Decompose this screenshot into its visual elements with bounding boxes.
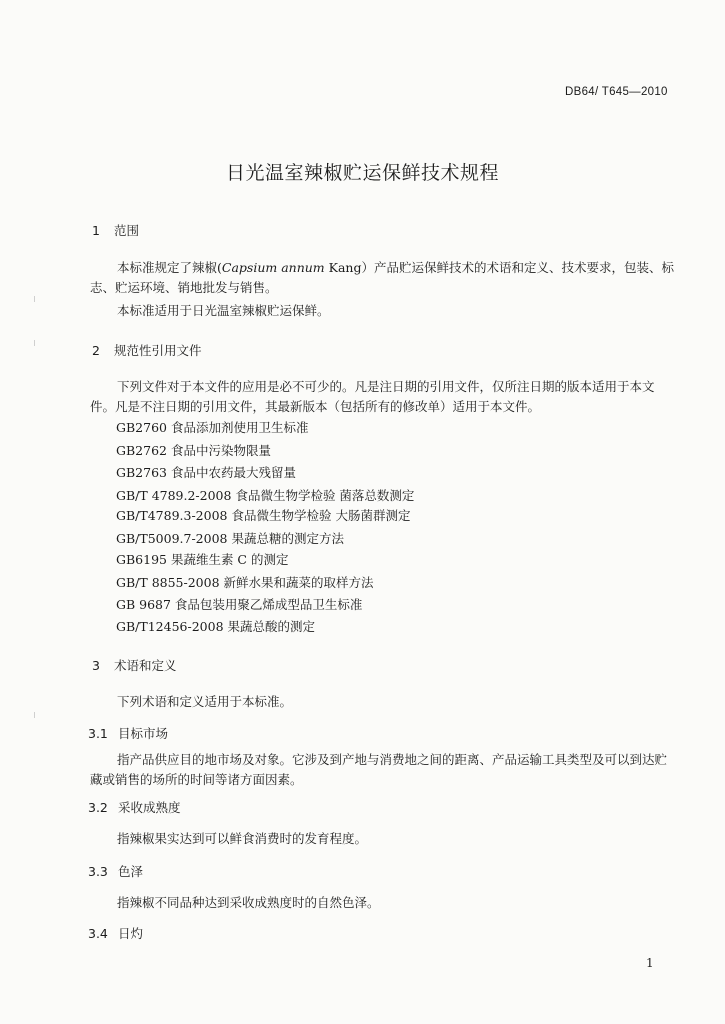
section-3-heading [92,656,177,674]
section-2-heading [92,341,202,359]
section-title: 日灼 [118,926,144,941]
section-number: 3.4 [88,926,108,941]
standard-code: DB64/ T645—2010 [565,86,668,98]
reference-item: GB/T 8855-2008 新鲜水果和蔬菜的取样方法 [116,575,374,590]
scan-edge-mark [34,712,35,718]
reference-item: GB2763 食品中农药最大残留量 [116,465,296,480]
section-title: 色泽 [118,864,144,879]
reference-item: GB6195 果蔬维生素 C 的测定 [116,552,289,567]
reference-item: GB2760 食品添加剂使用卫生标准 [116,420,309,435]
section-1-heading [92,221,139,239]
scan-edge-mark [34,340,35,346]
section-title: 术语和定义 [114,658,177,673]
reference-item: GB 9687 食品包装用聚乙烯成型品卫生标准 [116,597,363,612]
section-number: 3.1 [88,726,108,741]
section-3-intro: 下列术语和定义适用于本标准。 [117,694,293,709]
section-number: 3.3 [88,864,108,879]
section-3-2-heading [88,798,181,816]
latin-name: Capsium annum [221,260,325,275]
reference-item: GB/T 4789.2-2008 食品微生物学检验 菌落总数测定 [116,488,415,503]
section-number: 1 [92,223,100,238]
reference-item: GB/T12456-2008 果蔬总酸的测定 [116,619,315,634]
reference-item: GB2762 食品中污染物限量 [116,443,271,458]
section-1-paragraph-2: 本标准适用于日光温室辣椒贮运保鲜。 [117,303,330,318]
section-3-2-text: 指辣椒果实达到可以鲜食消费时的发育程度。 [117,831,368,846]
section-3-3-heading [88,862,143,880]
section-3-3-text: 指辣椒不同品种达到采收成熟度时的自然色泽。 [117,895,380,910]
document-title: 日光温室辣椒贮运保鲜技术规程 [225,162,499,184]
scan-edge-mark [34,296,35,302]
section-1-paragraph-1 [90,258,676,298]
section-number: 3 [92,658,100,673]
section-3-4-heading [88,924,143,942]
section-3-1-heading [88,724,168,742]
text-run: 本标准规定了辣椒( [117,260,222,275]
section-3-1-text: 指产品供应目的地市场及对象。它涉及到产地与消费地之间的距离、产品运输工具类型及可以到达贮藏或销售的场所的时间等诸方面因素。 [90,752,668,787]
section-2-intro: 下列文件对于本文件的应用是必不可少的。凡是注日期的引用文件，仅所注日期的版本适用于本文件。凡是不注日期的引用文件，其最新版本（包括所有的修改单）适用于本文件。 [90,379,655,414]
page-number: 1 [646,956,654,970]
section-title: 范围 [114,223,140,238]
text-run: Kang）产品贮运保鲜技术的术语和定义、技术要求，包装、标志、贮运环境、销地批发与销售。 [90,260,674,295]
section-title: 采收成熟度 [118,800,181,815]
section-title: 目标市场 [118,726,169,741]
reference-item: GB/T4789.3-2008 食品微生物学检验 大肠菌群测定 [116,508,411,523]
section-number: 3.2 [88,800,108,815]
section-number: 2 [92,343,100,358]
section-title: 规范性引用文件 [114,343,202,358]
reference-item: GB/T5009.7-2008 果蔬总糖的测定方法 [116,531,344,546]
